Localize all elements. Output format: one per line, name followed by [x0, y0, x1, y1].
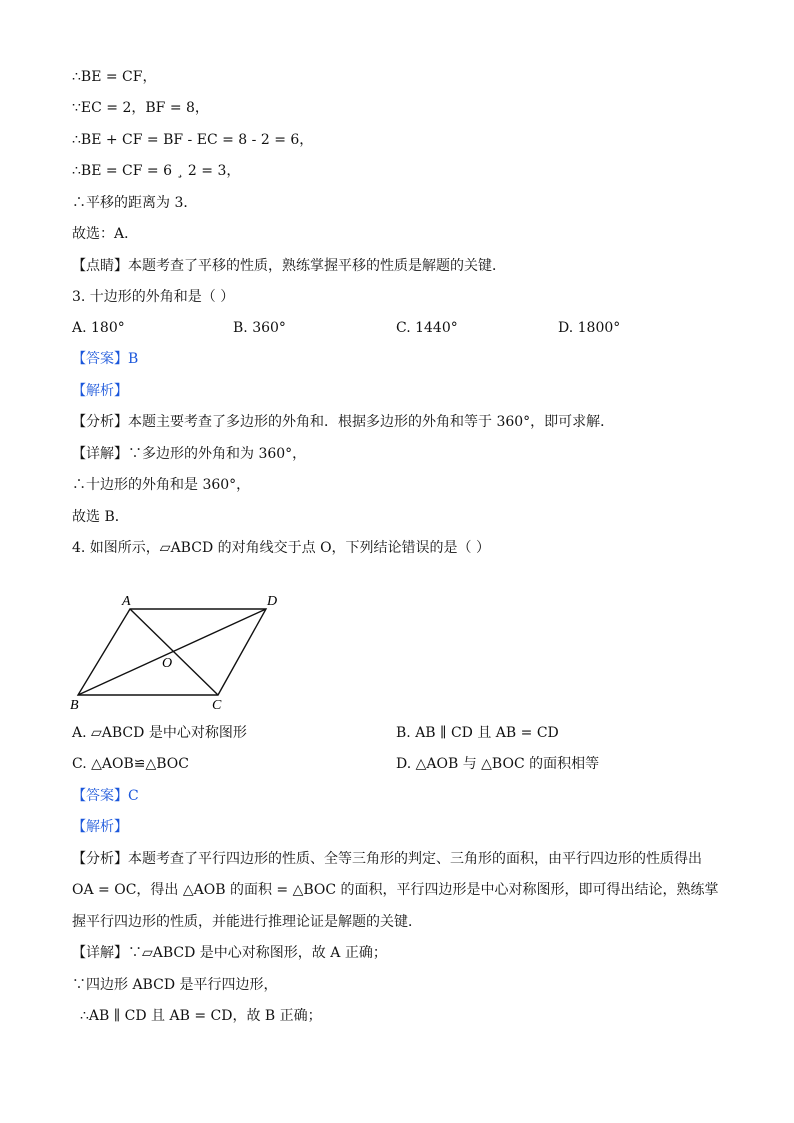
text-line: ∵EC = 2，BF = 8， — [72, 100, 209, 116]
q4-detail-1: 【详解】∵▱ABCD 是中心对称图形，故 A 正确； — [72, 945, 387, 961]
label-c: C — [212, 698, 222, 713]
remark-line: 【点睛】本题考查了平移的性质，熟练掌握平移的性质是解题的关键． — [72, 258, 506, 274]
label-b: B — [70, 698, 79, 713]
diagonal-ac — [130, 609, 218, 695]
q3-analysis-title: 【解析】 — [72, 383, 128, 399]
label-d: D — [267, 594, 278, 609]
q4-analysis-2: OA = OC，得出 △AOB 的面积 = △BOC 的面积，平行四边形是中心对称图形，即可得出结论，熟练掌 — [72, 882, 719, 898]
question-3-stem: 3. 十边形的外角和是（ ） — [72, 289, 235, 305]
q3-choice-c: C. 1440° — [396, 320, 458, 336]
text-line: ∴BE = CF， — [72, 69, 157, 85]
q4-analysis-title: 【解析】 — [72, 819, 128, 835]
text-line: ∴BE + CF = BF - EC = 8 - 2 = 6， — [72, 132, 314, 148]
q4-choice-d: D. △AOB 与 △BOC 的面积相等 — [396, 756, 600, 772]
q4-detail-2: ∵四边形 ABCD 是平行四边形， — [72, 977, 278, 993]
q3-detail-1: 【详解】∵多边形的外角和为 360°， — [72, 446, 307, 462]
text-line: ∴平移的距离为 3． — [72, 195, 198, 211]
diagonal-bd — [78, 609, 266, 695]
q3-detail-2: ∴十边形的外角和是 360°， — [72, 477, 251, 493]
q3-answer: 【答案】B — [72, 351, 139, 367]
q3-analysis: 【分析】本题主要考查了多边形的外角和．根据多边形的外角和等于 360°，即可求解． — [72, 414, 615, 430]
q4-detail-3: ∴AB ∥ CD 且 AB = CD，故 B 正确； — [80, 1008, 322, 1024]
q3-detail-3: 故选 B． — [72, 509, 129, 525]
q3-choice-d: D. 1800° — [558, 320, 621, 336]
q3-choice-b: B. 360° — [233, 320, 286, 336]
text-line: 故选：A． — [72, 226, 139, 242]
q4-analysis-1: 【分析】本题考查了平行四边形的性质、全等三角形的判定、三角形的面积，由平行四边形的性质得出 — [72, 851, 702, 867]
q4-choice-a: A. ▱ABCD 是中心对称图形 — [72, 725, 247, 741]
q4-choice-b: B. AB ∥ CD 且 AB = CD — [396, 725, 559, 741]
q3-choice-a: A. 180° — [72, 320, 125, 336]
label-a: A — [122, 594, 131, 609]
label-o: O — [162, 656, 173, 671]
q4-answer: 【答案】C — [72, 788, 139, 804]
parallelogram-figure — [64, 585, 294, 715]
question-4-stem: 4. 如图所示，▱ABCD 的对角线交于点 O，下列结论错误的是（ ） — [72, 540, 490, 556]
text-line: ∴BE = CF = 6 ¸ 2 = 3， — [72, 163, 241, 179]
q4-analysis-3: 握平行四边形的性质，并能进行推理论证是解题的关键． — [72, 914, 422, 930]
q4-choice-c: C. △AOB≌△BOC — [72, 756, 189, 772]
